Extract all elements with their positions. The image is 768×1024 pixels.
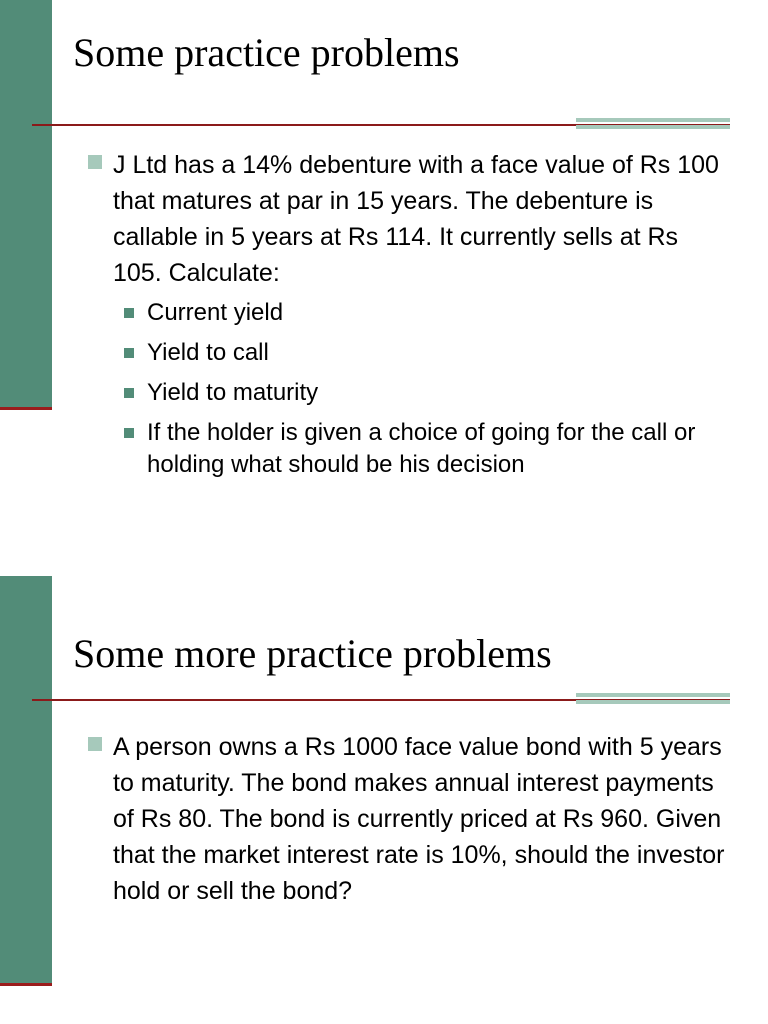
square-bullet-icon	[124, 428, 134, 438]
accent-stripe	[576, 693, 730, 697]
bullet-item	[88, 729, 728, 909]
accent-stripe	[576, 118, 730, 122]
square-bullet-icon	[124, 388, 134, 398]
sub-bullet-item	[123, 417, 728, 481]
slide-side-bar	[0, 0, 52, 408]
accent-stripes	[576, 693, 730, 707]
sub-bullet-text: If the holder is given a choice of going for the call or holding what should be his decision	[147, 419, 696, 478]
bullet-item	[88, 147, 728, 291]
slide-content	[88, 147, 728, 489]
square-bullet-icon	[124, 308, 134, 318]
side-bar-foot-rule	[0, 983, 52, 986]
square-bullet-icon	[88, 155, 102, 169]
side-bar-foot-rule	[0, 407, 52, 410]
sub-bullet-item	[123, 337, 728, 369]
accent-stripe	[576, 125, 730, 129]
bullet-text: J Ltd has a 14% debenture with a face value of Rs 100 that matures at par in 15 years. The debenture is callable in 5 years at Rs 114. It currently sells at Rs 105. Calculate:	[113, 151, 719, 287]
accent-stripes	[576, 118, 730, 132]
slide-title: Some practice problems	[73, 30, 460, 75]
sub-bullet-text: Current yield	[147, 299, 284, 326]
sub-bullet-item	[123, 297, 728, 329]
slide-2	[0, 576, 768, 1024]
square-bullet-icon	[88, 737, 102, 751]
sub-bullet-text: Yield to maturity	[147, 379, 319, 406]
sub-bullet-list	[123, 297, 728, 481]
square-bullet-icon	[124, 348, 134, 358]
bullet-text: A person owns a Rs 1000 face value bond with 5 years to maturity. The bond makes annual interest payments of Rs 80. The bond is currently priced at Rs 960. Given that the market interest rate is 10%, should the investor hold or sell the bond?	[113, 733, 725, 905]
sub-bullet-item	[123, 377, 728, 409]
accent-stripe	[576, 700, 730, 704]
slide-side-bar	[0, 576, 52, 984]
sub-bullet-text: Yield to call	[147, 339, 269, 366]
slide-title: Some more practice problems	[73, 631, 552, 676]
slide-content	[88, 729, 728, 909]
